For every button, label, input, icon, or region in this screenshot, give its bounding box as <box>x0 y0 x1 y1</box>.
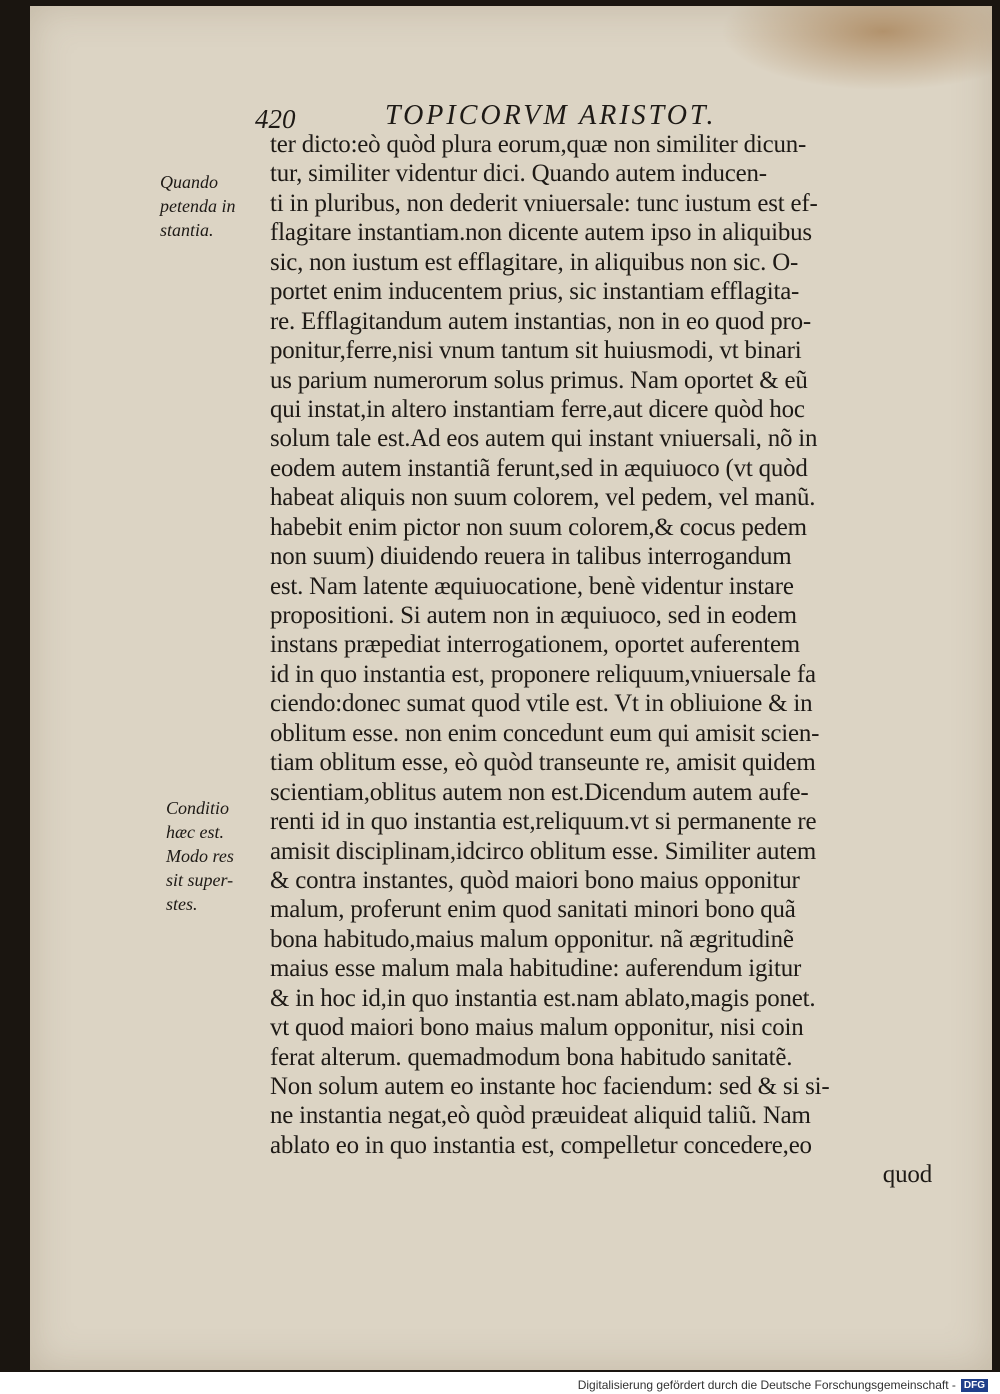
margin-note-line: petenda in <box>160 196 236 216</box>
text-line: qui instat,in altero instantiam ferre,aut dicere quòd hoc <box>270 395 805 423</box>
margin-note-line: Modo res <box>166 846 234 866</box>
text-line: ciendo:donec sumat quod vtile est. Vt in obliuione & in <box>270 690 813 718</box>
margin-note-1 <box>160 170 235 242</box>
margin-note-line: hæc est. <box>166 822 224 842</box>
body-text <box>270 130 938 1190</box>
running-title: TOPICORVM ARISTOT. <box>385 100 717 131</box>
text-line: tur, similiter videntur dici. Quando autem inducen- <box>270 160 767 188</box>
catchword: quod <box>882 1161 932 1189</box>
text-line: solum tale est.Ad eos autem qui instant vniuersali, nõ in <box>270 425 818 453</box>
text-line: habebit enim pictor non suum colorem,& cocus pedem <box>270 513 807 541</box>
text-line: habeat aliquis non suum colorem, vel pedem, vel manũ. <box>270 484 816 512</box>
text-line: est. Nam latente æquiuocatione, benè videntur instare <box>270 572 794 600</box>
dfg-logo: DFG <box>961 1379 988 1392</box>
margin-note-line: sit super- <box>166 870 234 890</box>
text-line: portet enim inducentem prius, sic instantiam efflagita- <box>270 278 800 306</box>
text-line: ter dicto:eò quòd plura eorum,quæ non similiter dicun- <box>270 131 807 158</box>
text-line: bona habitudo,maius malum opponitur. nã ægritudinẽ <box>270 925 794 953</box>
text-line: non suum) diuidendo reuera in talibus interrogandum <box>270 543 792 571</box>
text-line: ti in pluribus, non dederit vniuersale: tunc iustum est ef- <box>270 189 818 217</box>
text-line: malum, proferunt enim quod sanitati minori bono quã <box>270 896 796 924</box>
text-line: vt quod maiori bono maius malum opponitur, nisi coin <box>270 1014 804 1042</box>
text-line: ne instantia negat,eò quòd præuideat aliquid taliũ. Nam <box>270 1102 811 1130</box>
margin-note-line: Quando <box>160 172 218 192</box>
text-line: tiam oblitum esse, eò quòd transeunte re, amisit quidem <box>270 749 816 777</box>
text-line: oblitum esse. non enim concedunt eum qui amisit scien- <box>270 719 820 747</box>
text-line: ablato eo in quo instantia est, compelletur concedere,eo <box>270 1131 812 1159</box>
text-line: id in quo instantia est, proponere reliquum,vniuersale fa <box>270 660 816 688</box>
text-line: eodem autem instantiã ferunt,sed in æquiuoco (vt quòd <box>270 454 808 482</box>
footer-text: Digitalisierung gefördert durch die Deutsche Forschungsgemeinschaft - <box>577 1378 956 1392</box>
margin-note-line: Conditio <box>166 798 230 818</box>
page-number: 420 <box>255 104 296 134</box>
text-line: us parium numerorum solus primus. Nam oportet & eũ <box>270 366 808 394</box>
text-line: Non solum autem eo instante hoc faciendum: sed & si si- <box>270 1073 830 1100</box>
text-line: renti id in quo instantia est,reliquum.vt si permanente re <box>270 808 817 836</box>
text-line: sic, non iustum est efflagitare, in aliquibus non sic. O- <box>270 248 799 276</box>
text-line: & contra instantes, quòd maiori bono maius opponitur <box>270 866 800 894</box>
text-line: amisit disciplinam,idcirco oblitum esse. Similiter autem <box>270 837 817 865</box>
text-line: & in hoc id,in quo instantia est.nam ablato,magis ponet. <box>270 984 816 1012</box>
margin-note-line: stantia. <box>160 220 214 240</box>
text-line: instans præpediat interrogationem, oportet auferentem <box>270 631 801 659</box>
text-line: maius esse malum mala habitudine: auferendum igitur <box>270 955 802 983</box>
text-line: re. Efflagitandum autem instantias, non in eo quod pro- <box>270 307 811 335</box>
text-line: scientiam,oblitus autem non est.Dicendum autem aufe- <box>270 778 809 806</box>
text-line: flagitare instantiam.non dicente autem ipso in aliquibus <box>270 219 812 247</box>
margin-note-2 <box>166 796 234 916</box>
margin-note-line: stes. <box>166 894 198 914</box>
text-line: propositioni. Si autem non in æquiuoco, sed in eodem <box>270 602 797 629</box>
text-line: ponitur,ferre,nisi vnum tantum sit huiusmodi, vt binari <box>270 337 802 365</box>
footer <box>578 1378 988 1392</box>
text-line: ferat alterum. quemadmodum bona habitudo sanitatẽ. <box>270 1043 793 1071</box>
page-stain <box>720 6 992 91</box>
